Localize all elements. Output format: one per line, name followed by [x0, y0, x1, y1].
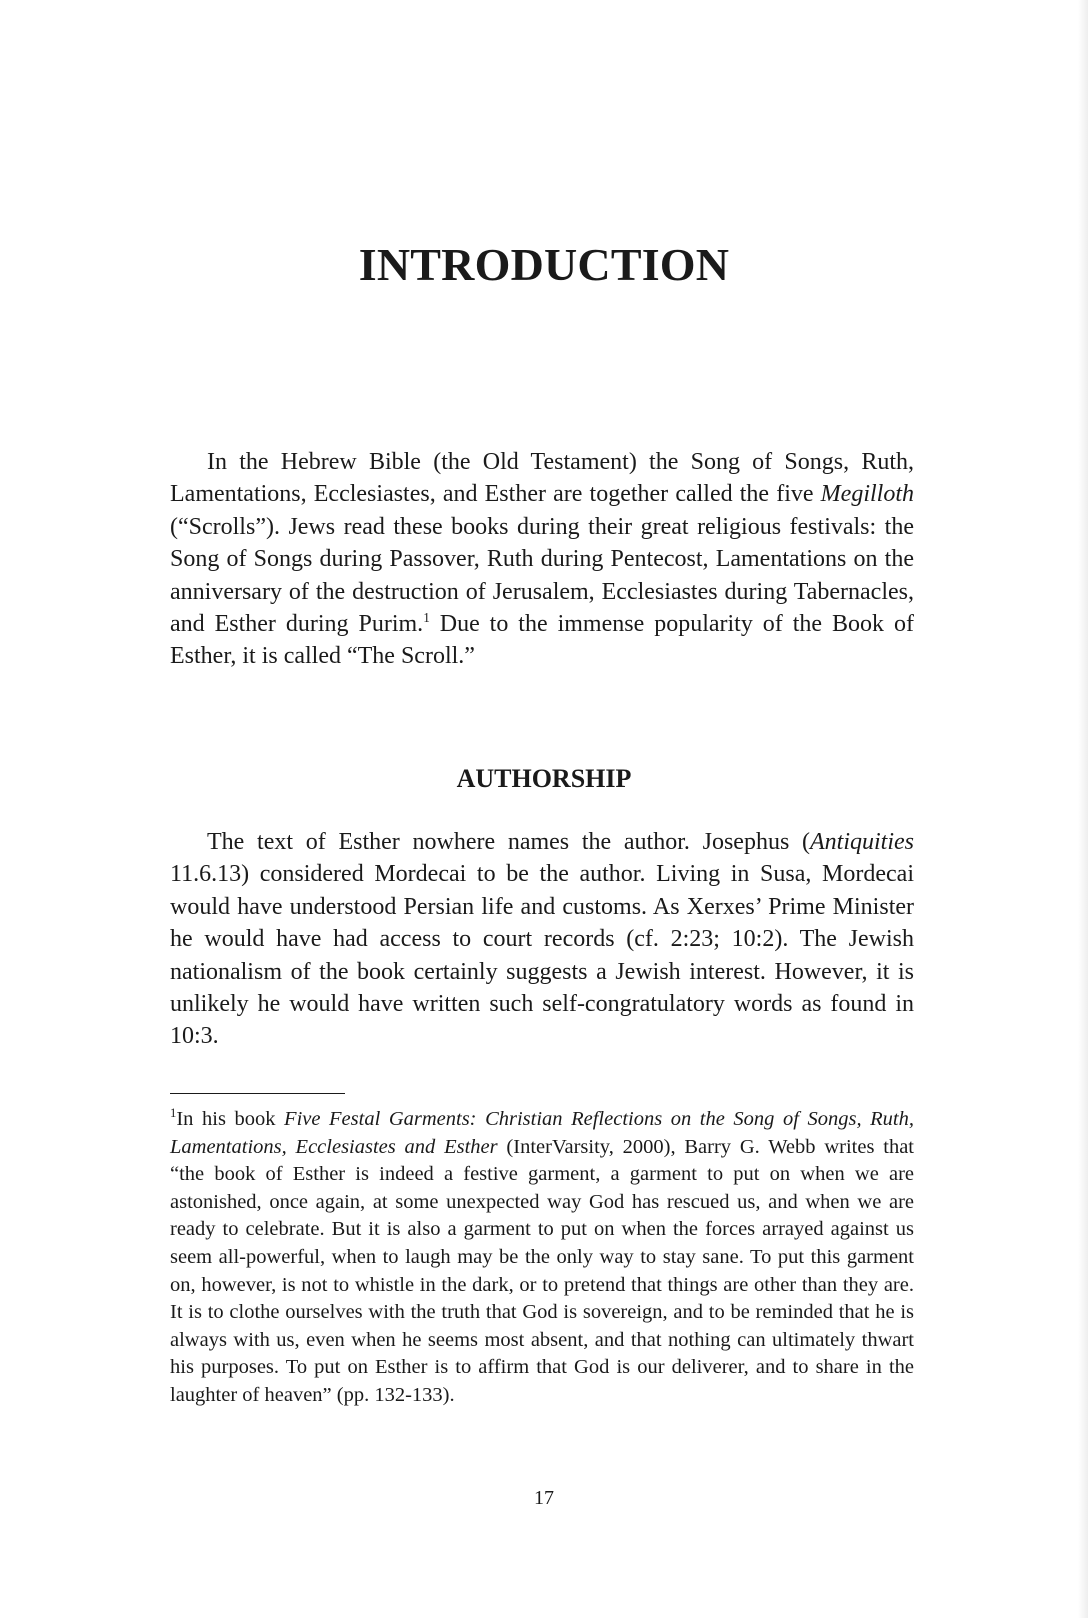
authorship-paragraph	[170, 826, 914, 1053]
footnote-text-1: In his book	[176, 1108, 285, 1130]
footnote	[170, 1106, 914, 1410]
footnote-reference[interactable]: 1	[423, 610, 430, 626]
chapter-title: INTRODUCTION	[358, 239, 730, 290]
page-number: 17	[534, 1487, 554, 1509]
intro-text-2: (“Scrolls”). Jews read these books during their great religious festivals: the Song of Songs during Passover, Ruth during Pentecost, Lamentations on the anniversary of the destruction of Jerusalem, Ecclesiastes during Tabernacles, and Esther during Purim.	[170, 513, 914, 638]
authorship-italic-work: Antiquities	[810, 829, 914, 855]
footnote-marker: 1	[170, 1106, 177, 1121]
intro-paragraph	[170, 446, 914, 673]
footnote-book-title: Five Festal Garments: Christian Reflections on the Song of Songs, Ruth, Lamentations, Ecclesiastes and Esther	[170, 1108, 914, 1158]
footnote-text-2: (InterVarsity, 2000), Barry G. Webb writes that “the book of Esther is indeed a festive garment, a garment to put on when we are astonished, once again, at some unexpected way God has rescued us, and when we are ready to celebrate. But it is also a garment to put on when the forces arrayed against us seem all-powerful, when to laugh may be the only way to stay sane. To put this garment on, however, is not to whistle in the dark, or to pretend that things are other than they are. It is to clothe ourselves with the truth that God is sovereign, and to be reminded that he is always with us, even when he seems most absent, and that nothing can ultimately thwart his purposes. To put on Esther is to affirm that God is our deliverer, and to share in the laughter of heaven” (pp. 132-133).	[170, 1135, 914, 1406]
authorship-text-1: The text of Esther nowhere names the author. Josephus (	[207, 829, 810, 855]
intro-italic-term: Megilloth	[820, 481, 914, 508]
intro-text-3: Due to the immense popularity of the Book of Esther, it is called “The Scroll.”	[170, 611, 914, 670]
authorship-text-2: 11.6.13) considered Mordecai to be the author. Living in Susa, Mordecai would have understood Persian life and customs. As Xerxes’ Prime Minister he would have had access to court records (cf. 2:23; 10:2). The Jewish nationalism of the book certainly suggests a Jewish interest. However, it is unlikely he would have written such self-congratulatory words as found in 10:3.	[170, 861, 914, 1050]
intro-text-1: In the Hebrew Bible (the Old Testament) the Song of Songs, Ruth, Lamentations, Ecclesiastes, and Esther are together called the five	[170, 449, 914, 508]
footnote-divider	[170, 1093, 345, 1094]
section-heading: AUTHORSHIP	[456, 764, 632, 793]
